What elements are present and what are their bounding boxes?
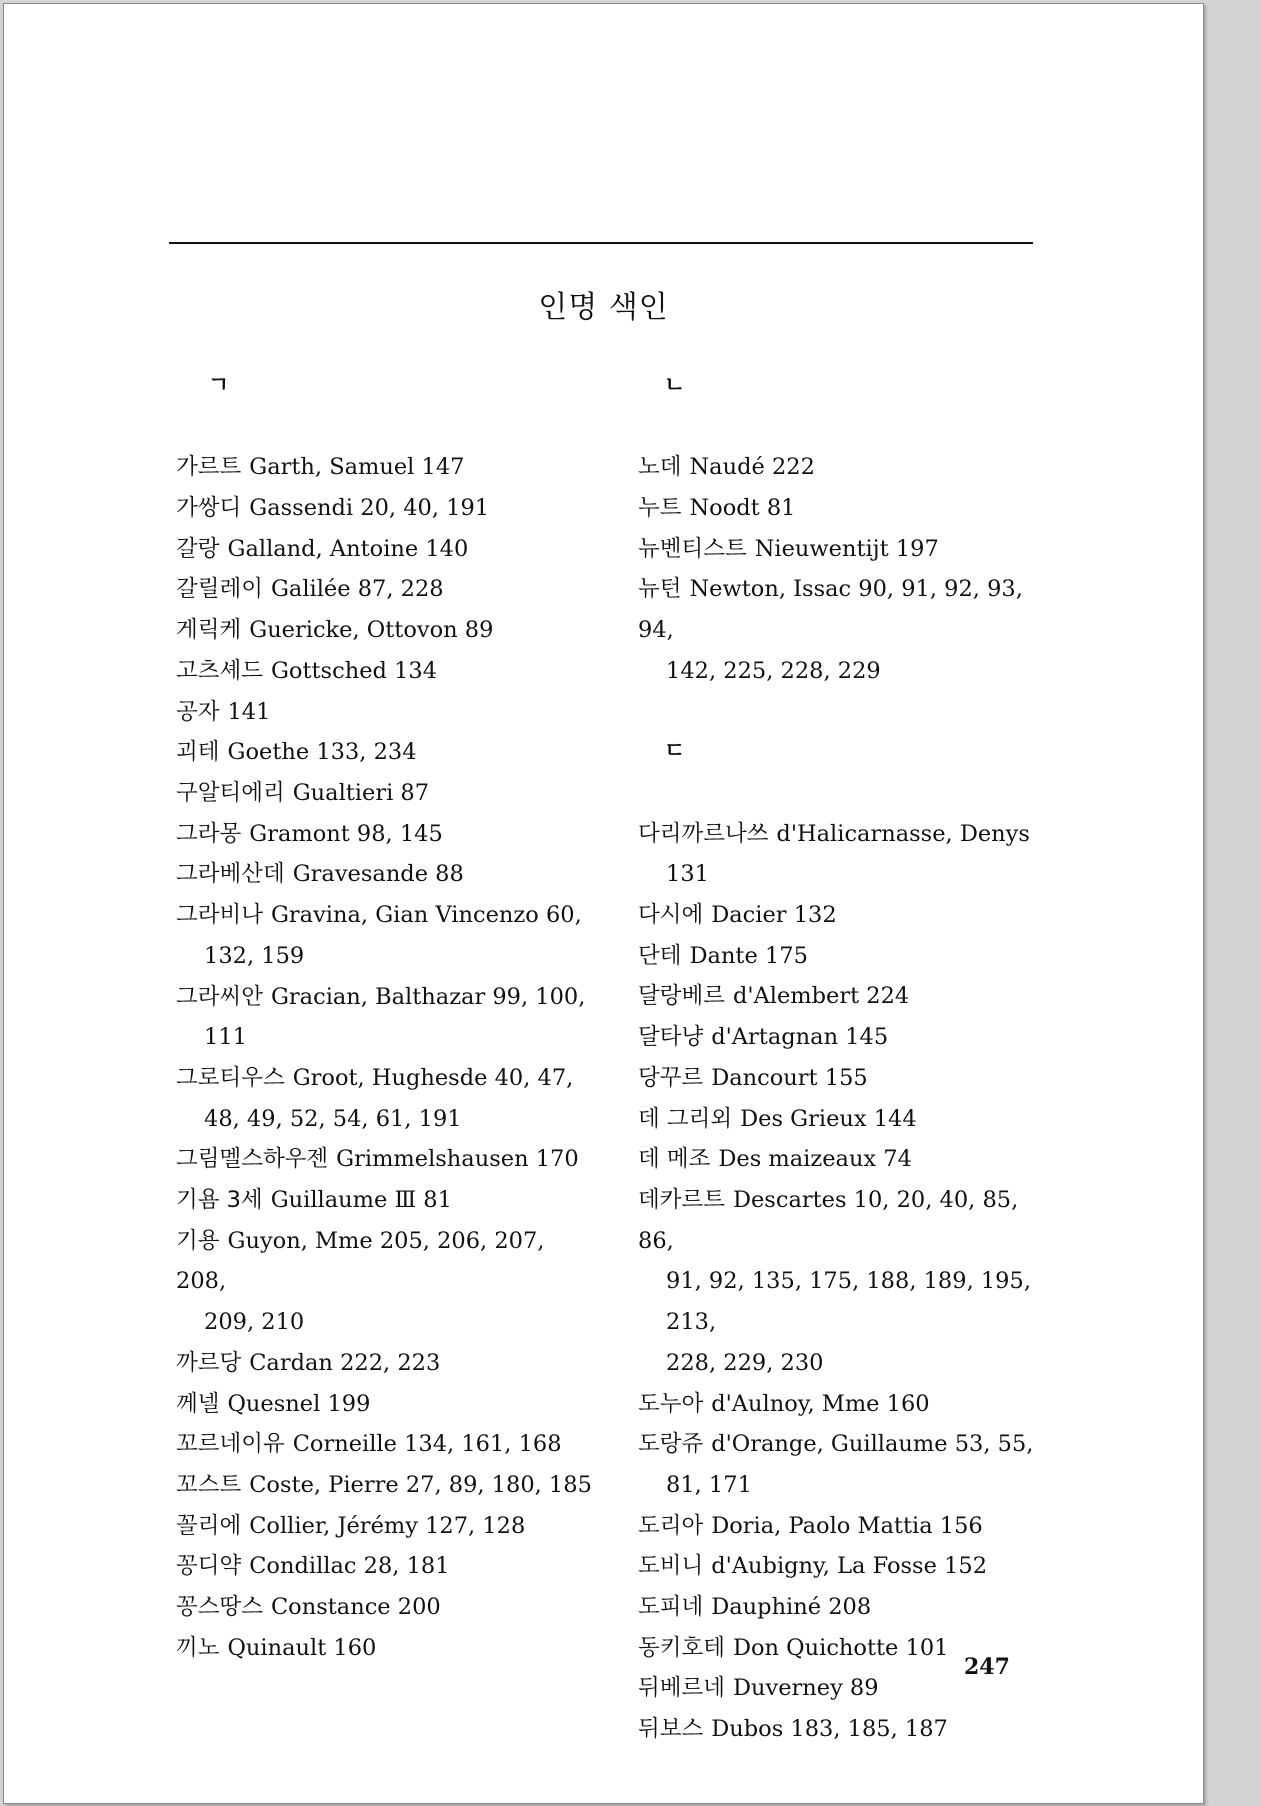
entry-original-name: Descartes 10, 20, 40, 85, 86, — [638, 1186, 1019, 1254]
entry-korean-name: 꼬스트 — [176, 1471, 242, 1498]
book-page — [3, 3, 1204, 1804]
entry-korean-name: 괴테 — [176, 739, 220, 766]
entry-original-name: Guericke, Ottovon 89 — [249, 617, 494, 644]
entry-original-name: Gualtieri 87 — [292, 780, 430, 806]
entry-korean-name: 달랑베르 — [638, 983, 725, 1010]
index-entry — [176, 529, 596, 570]
entry-page-refs-continued: 48, 49, 52, 54, 61, 191 — [204, 1105, 462, 1132]
entry-original-name: Cardan 222, 223 — [249, 1349, 441, 1376]
index-entry — [638, 1506, 1058, 1547]
index-entry — [638, 1099, 1058, 1140]
entry-korean-name: 누트 — [638, 495, 682, 522]
entry-korean-name: 꼴리에 — [176, 1512, 242, 1539]
index-entry — [176, 1058, 596, 1139]
entry-original-name: Doria, Paolo Mattia 156 — [711, 1512, 983, 1539]
entry-korean-name: 그라몽 — [176, 820, 242, 847]
entry-original-name: Guyon, Mme 205, 206, 207, 208, — [176, 1227, 545, 1295]
index-entry — [176, 773, 596, 814]
entry-original-name: d'Alembert 224 — [732, 983, 910, 1010]
entry-page-refs-continued: 81, 171 — [666, 1471, 752, 1498]
entry-original-name: Gravina, Gian Vincenzo 60, — [270, 902, 582, 929]
entry-original-name: Gottsched 134 — [270, 657, 438, 684]
entry-korean-name: 달타냥 — [638, 1024, 704, 1051]
entry-korean-name: 가르트 — [176, 454, 242, 481]
entry-korean-name: 도피네 — [638, 1594, 704, 1621]
index-entry — [176, 1465, 596, 1506]
entry-korean-name: 그라베산데 — [176, 861, 285, 888]
index-entry — [176, 814, 596, 855]
entry-original-name: Des Grieux 144 — [740, 1105, 917, 1132]
entry-original-name: Gracian, Balthazar 99, 100, — [270, 983, 586, 1010]
entry-korean-name: 고츠셰드 — [176, 657, 263, 684]
entry-original-name: Quesnel 199 — [227, 1390, 371, 1417]
entry-korean-name: 단테 — [638, 942, 682, 969]
index-entry — [176, 569, 596, 610]
entry-korean-name: 다시에 — [638, 902, 704, 929]
entry-original-name: d'Aulnoy, Mme 160 — [711, 1390, 930, 1417]
index-entry — [176, 895, 596, 976]
index-entry — [638, 529, 1058, 570]
index-entry — [176, 610, 596, 651]
entry-korean-name: 꽁디약 — [176, 1553, 242, 1580]
entry-korean-name: 도리아 — [638, 1512, 704, 1539]
index-entry — [638, 569, 1058, 691]
entry-korean-name: 뒤보스 — [638, 1716, 704, 1743]
entry-original-name: Guillaume Ⅲ 81 — [270, 1187, 452, 1214]
entry-korean-name: 그로티우스 — [176, 1064, 285, 1091]
entry-original-name: Quinault 160 — [227, 1634, 377, 1661]
index-entry — [176, 1221, 596, 1343]
entry-korean-name: 동키호테 — [638, 1634, 725, 1661]
index-entry — [638, 488, 1058, 529]
index-entry — [176, 1628, 596, 1669]
index-column-right — [638, 366, 1058, 1750]
entry-korean-name: 그림멜스하우젠 — [176, 1146, 329, 1173]
entry-korean-name: 공자 — [176, 698, 220, 725]
entry-original-name: Constance 200 — [270, 1594, 441, 1621]
entry-korean-name: 가쌍디 — [176, 495, 242, 522]
index-entry — [176, 1139, 596, 1180]
entry-original-name: Dauphiné 208 — [711, 1594, 872, 1621]
entry-page-refs-continued: 132, 159 — [204, 942, 305, 969]
entry-original-name: Gravesande 88 — [292, 861, 464, 888]
page-number: 247 — [964, 1654, 1010, 1680]
entry-korean-name: 기욤 3세 — [176, 1187, 263, 1214]
entry-original-name: Duverney 89 — [732, 1675, 879, 1702]
entry-page-refs-continued: 131 — [666, 861, 709, 888]
index-entry — [638, 1424, 1058, 1505]
entry-original-name: Noodt 81 — [689, 495, 796, 522]
index-entry — [176, 977, 596, 1058]
entry-original-name: Des maizeaux 74 — [718, 1146, 912, 1173]
entry-page-refs-continued: 209, 210 — [204, 1309, 305, 1336]
index-entry — [176, 1506, 596, 1547]
page-title: 인명 색인 — [538, 290, 669, 325]
entry-korean-name: 갈릴레이 — [176, 576, 263, 603]
entry-korean-name: 끼노 — [176, 1634, 220, 1661]
entry-korean-name: 께넬 — [176, 1390, 220, 1417]
index-entry — [638, 936, 1058, 977]
entry-original-name: Garth, Samuel 147 — [249, 454, 465, 481]
index-entry — [176, 1384, 596, 1425]
entry-korean-name: 그라비나 — [176, 902, 263, 929]
entry-korean-name: 도랑쥬 — [638, 1431, 704, 1458]
entry-original-name: Dancourt 155 — [711, 1064, 868, 1091]
entry-original-name: Gassendi 20, 40, 191 — [249, 495, 490, 522]
index-entry — [638, 1587, 1058, 1628]
entry-page-refs-continued: 111 — [204, 1024, 247, 1051]
entry-korean-name: 도비니 — [638, 1553, 704, 1580]
entry-original-name: Dante 175 — [689, 942, 808, 969]
entry-original-name: Dacier 132 — [711, 902, 837, 929]
index-entry — [638, 976, 1058, 1017]
index-entry — [176, 488, 596, 529]
section-heading-nieun: ㄴ — [664, 373, 686, 398]
entry-korean-name: 까르당 — [176, 1349, 242, 1376]
entry-korean-name: 꼬르네이유 — [176, 1431, 285, 1458]
index-entry — [638, 1139, 1058, 1180]
entry-korean-name: 게릭케 — [176, 617, 242, 644]
index-entry — [176, 1424, 596, 1465]
index-entry — [638, 447, 1058, 488]
entry-original-name: Newton, Issac 90, 91, 92, 93, 94, — [638, 576, 1023, 644]
index-entry — [176, 1180, 596, 1221]
entry-korean-name: 기용 — [176, 1227, 220, 1254]
section-heading-digeut: ㄷ — [664, 739, 686, 765]
entry-korean-name: 꽁스땅스 — [176, 1594, 263, 1621]
entry-original-name: Galilée 87, 228 — [270, 576, 444, 603]
entry-korean-name: 뒤베르네 — [638, 1675, 725, 1702]
left-entry-list — [176, 447, 596, 1668]
viewer-scroll-track[interactable] — [1209, 0, 1261, 1806]
entry-korean-name: 갈랑 — [176, 535, 220, 562]
entry-original-name: Grimmelshausen 170 — [336, 1146, 579, 1173]
entry-korean-name: 뉴턴 — [638, 576, 682, 603]
entry-original-name: Naudé 222 — [689, 454, 815, 481]
entry-original-name: d'Aubigny, La Fosse 152 — [711, 1553, 988, 1580]
entry-original-name: 141 — [227, 698, 271, 725]
entry-korean-name: 그라씨안 — [176, 983, 263, 1010]
index-entry — [176, 1546, 596, 1587]
index-entry — [638, 814, 1058, 895]
index-entry — [638, 1017, 1058, 1058]
entry-original-name: Collier, Jérémy 127, 128 — [249, 1512, 526, 1539]
entry-korean-name: 뉴벤티스트 — [638, 535, 747, 562]
index-entry — [176, 1343, 596, 1384]
index-entry — [176, 692, 596, 733]
index-entry — [638, 895, 1058, 936]
entry-original-name: Coste, Pierre 27, 89, 180, 185 — [249, 1471, 592, 1498]
header-rule — [169, 242, 1033, 244]
entry-page-refs-continued: 228, 229, 230 — [666, 1349, 824, 1376]
entry-korean-name: 구알티에리 — [176, 780, 285, 806]
index-entry — [638, 1709, 1058, 1750]
right-entry-list-digeut — [638, 814, 1058, 1750]
entry-original-name: Groot, Hughesde 40, 47, — [292, 1064, 574, 1091]
entry-original-name: d'Halicarnasse, Denys — [776, 820, 1030, 847]
entry-korean-name: 데 메조 — [638, 1146, 711, 1173]
entry-korean-name: 다리까르나쓰 — [638, 820, 769, 847]
right-entry-list-nieun — [638, 447, 1058, 691]
entry-korean-name: 데카르트 — [638, 1186, 725, 1213]
index-entry — [176, 732, 596, 773]
entry-korean-name: 노데 — [638, 454, 682, 481]
entry-original-name: Corneille 134, 161, 168 — [292, 1431, 562, 1458]
entry-original-name: Don Quichotte 101 — [732, 1634, 949, 1661]
index-entry — [176, 1587, 596, 1628]
entry-original-name: Dubos 183, 185, 187 — [711, 1716, 948, 1743]
entry-korean-name: 데 그리외 — [638, 1105, 733, 1132]
entry-original-name: Galland, Antoine 140 — [227, 535, 469, 562]
index-entry — [638, 1546, 1058, 1587]
index-entry — [176, 447, 596, 488]
entry-page-refs-continued: 142, 225, 228, 229 — [666, 657, 881, 684]
section-heading-giyeok: ㄱ — [208, 373, 230, 398]
index-entry — [638, 1384, 1058, 1425]
entry-original-name: Goethe 133, 234 — [227, 739, 417, 766]
entry-original-name: d'Artagnan 145 — [711, 1024, 889, 1051]
index-entry — [638, 1180, 1058, 1384]
entry-page-refs-continued: 91, 92, 135, 175, 188, 189, 195, 213, — [666, 1268, 1031, 1336]
entry-original-name: Nieuwentijt 197 — [754, 535, 939, 562]
index-entry — [638, 1058, 1058, 1099]
index-entry — [176, 854, 596, 895]
entry-original-name: Gramont 98, 145 — [249, 820, 443, 847]
index-column-left — [176, 366, 596, 1668]
entry-korean-name: 도누아 — [638, 1390, 704, 1417]
entry-original-name: Condillac 28, 181 — [249, 1553, 450, 1580]
entry-original-name: d'Orange, Guillaume 53, 55, — [711, 1431, 1034, 1458]
index-entry — [176, 651, 596, 692]
entry-korean-name: 당꾸르 — [638, 1064, 704, 1091]
